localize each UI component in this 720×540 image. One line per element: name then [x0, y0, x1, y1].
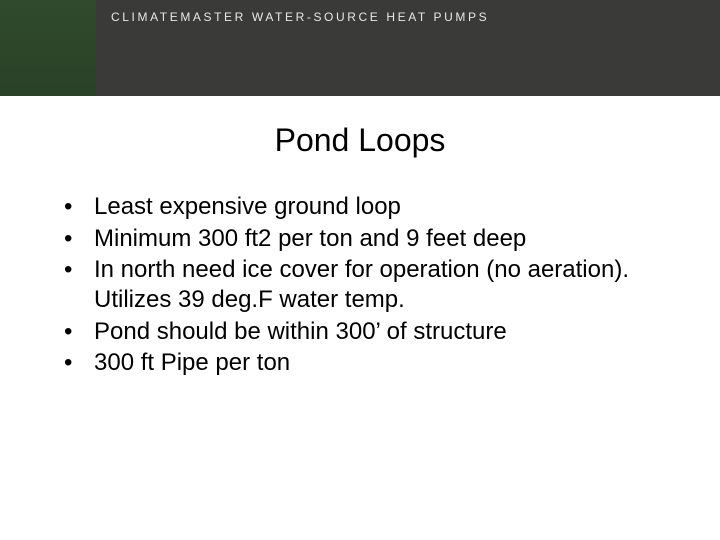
bullet-item [64, 348, 664, 378]
slide-title [0, 122, 720, 159]
bullet-text: Least expensive ground loop [94, 193, 401, 220]
bullet-icon: • [64, 317, 73, 345]
bullet-text: 300 ft Pipe per ton [94, 349, 291, 376]
bullet-icon: • [64, 224, 73, 252]
bullet-icon: • [64, 193, 73, 220]
slide-title-text: Pond Loops [274, 122, 446, 158]
bullet-item [64, 317, 664, 347]
bullet-item [64, 224, 664, 254]
header-accent-block [0, 0, 96, 96]
bullet-text: Minimum 300 ft2 per ton and 9 feet deep [94, 224, 527, 252]
header-brand-title: CLIMATEMASTER WATER-SOURCE HEAT PUMPS [111, 10, 490, 24]
bullet-text: Pond should be within 300’ of structure [94, 317, 507, 345]
bullet-icon: • [64, 256, 73, 283]
bullet-icon: • [64, 349, 73, 376]
bullet-text: In north need ice cover for operation (no aeration). Utilizes 39 deg.F water temp. [94, 256, 629, 313]
bullet-item [64, 255, 664, 315]
bullet-list [64, 192, 664, 380]
bullet-item [64, 192, 664, 222]
